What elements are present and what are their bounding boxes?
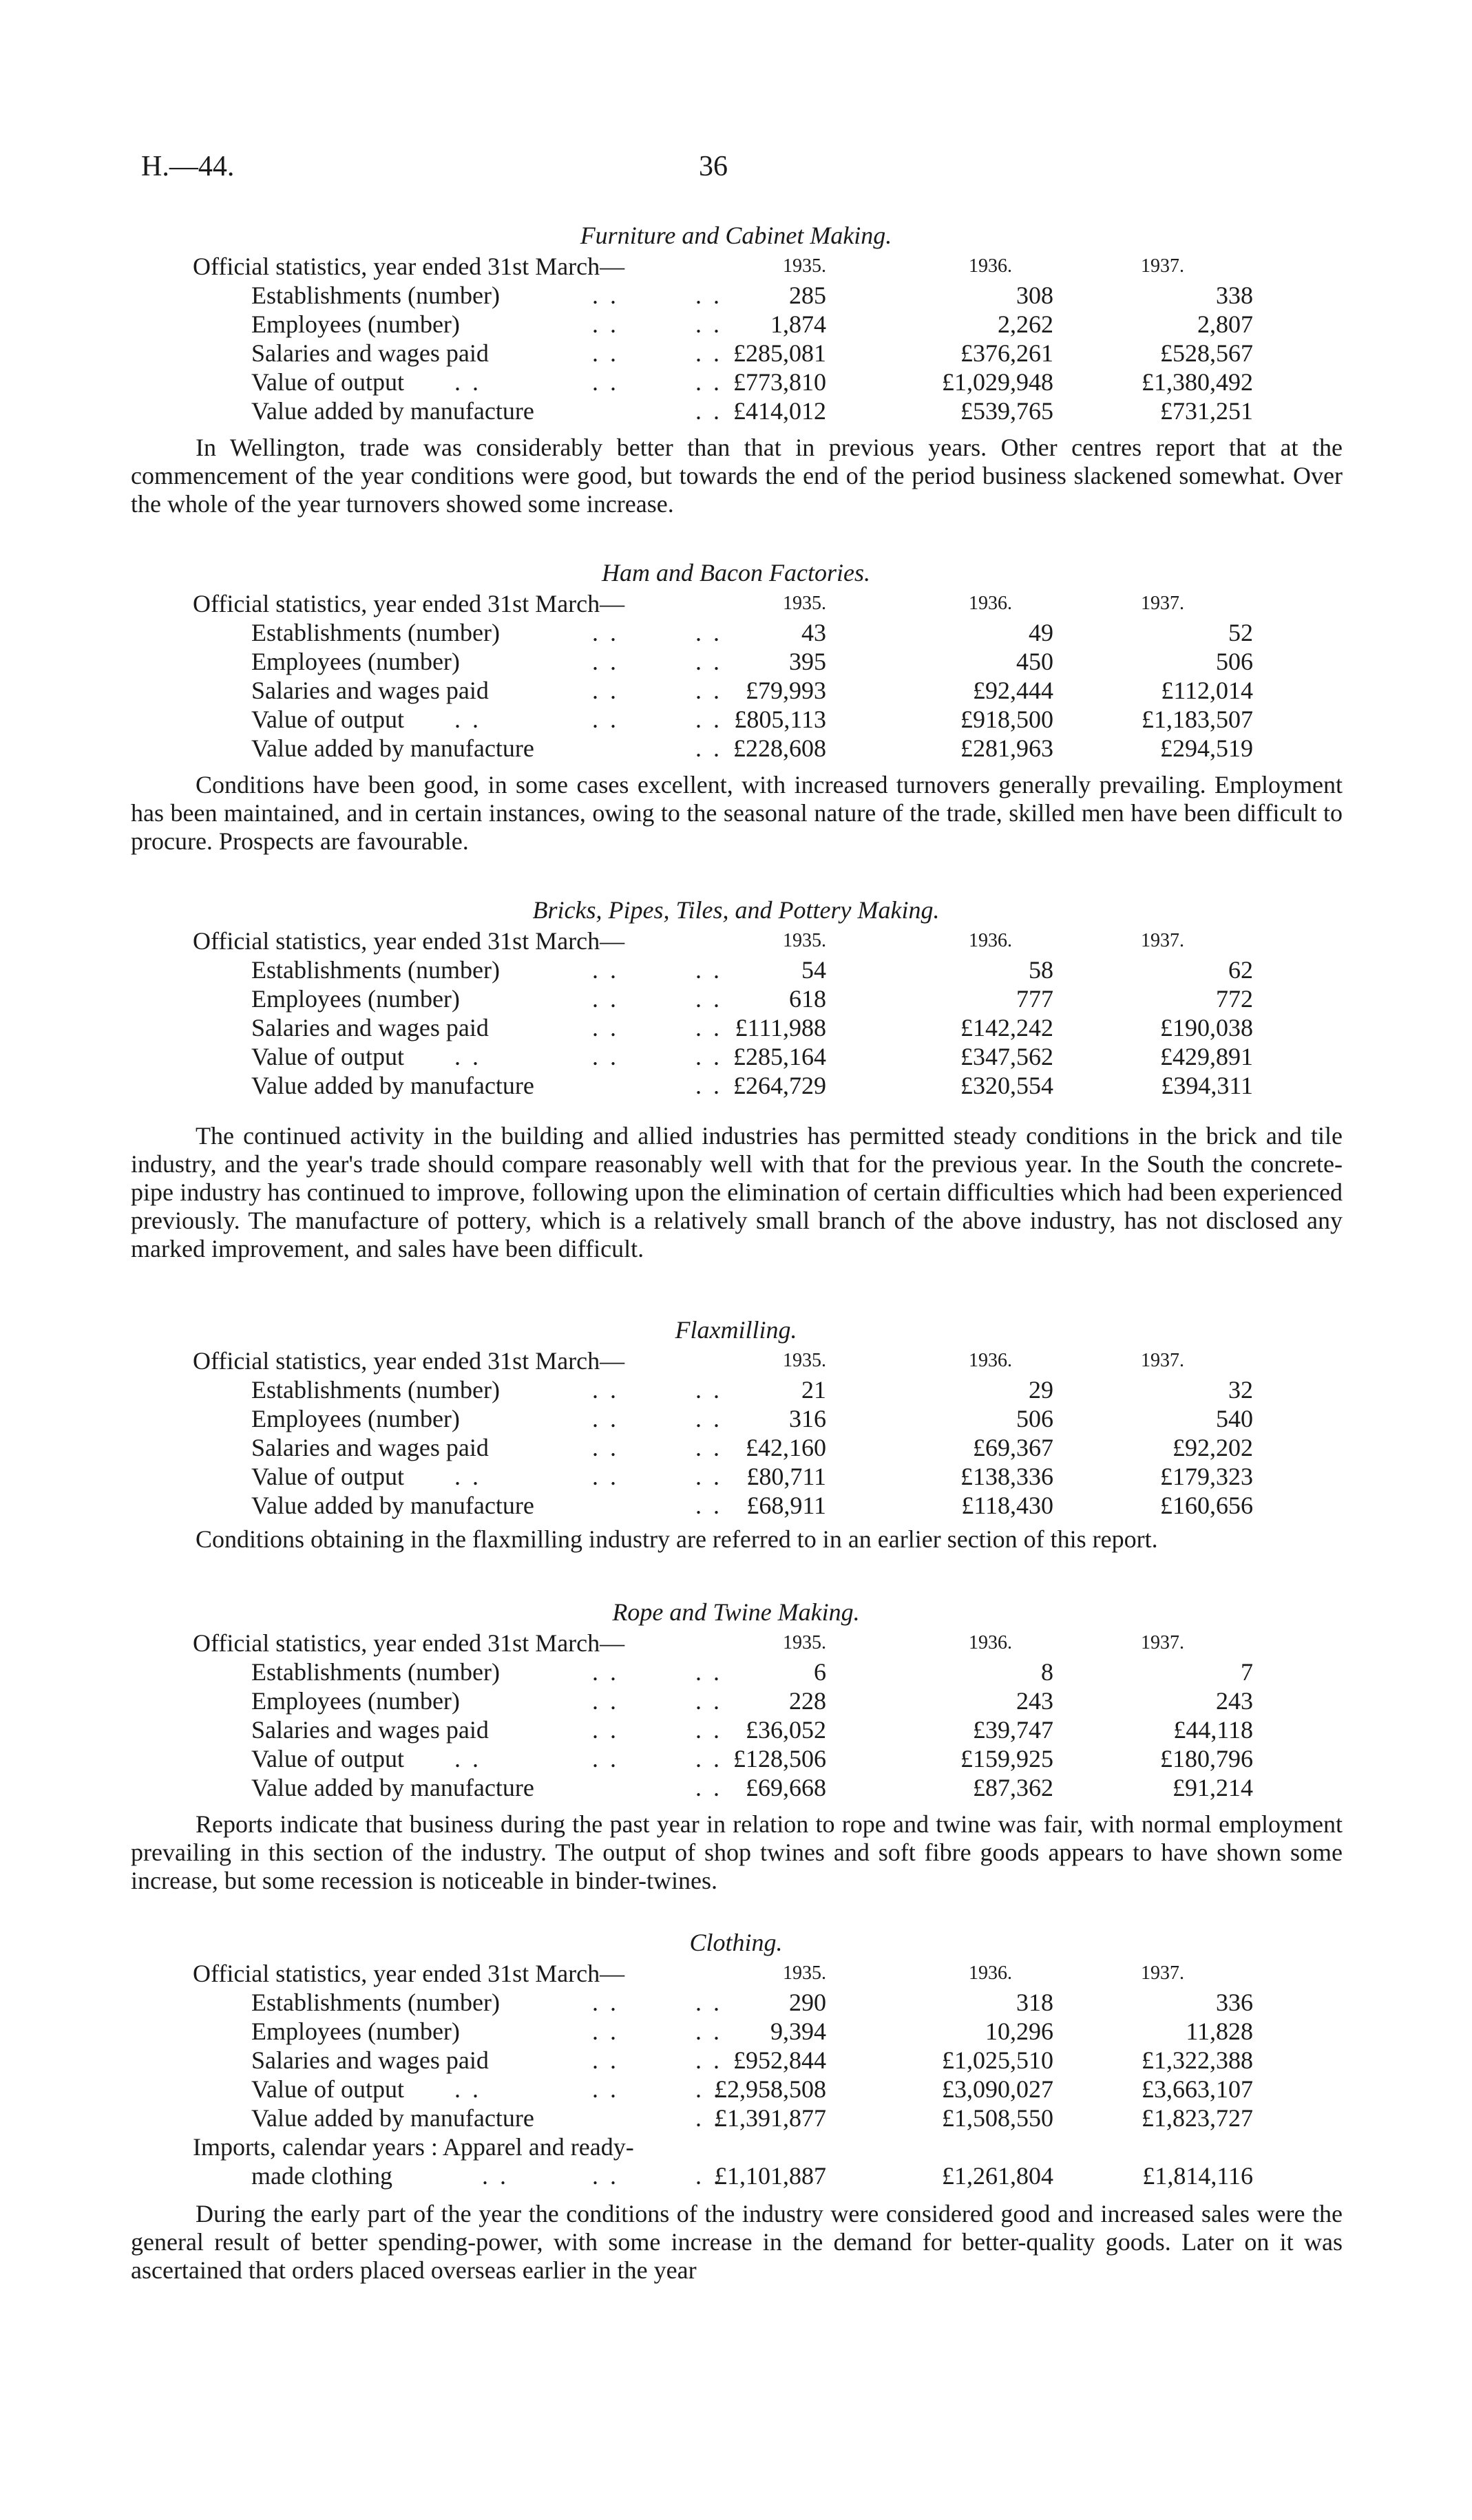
leader-dots: . . [695,1463,722,1490]
leader-dots: . . [592,310,619,338]
leader-dots: . . [695,2046,722,2074]
value-1935: £285,081 [733,339,826,367]
year-1936: 1936. [969,255,1012,277]
leader-dots: . . [592,1463,619,1490]
value-1935: £1,101,887 [715,2162,826,2190]
row-label: Employees (number) [251,648,460,675]
leader-dots: . . [695,1716,722,1744]
table-row [0,647,1472,676]
leader-dots: . . [592,2018,619,2045]
value-1937: £160,656 [1160,1492,1253,1519]
year-1935: 1935. [783,1632,826,1653]
leader-dots: . . [592,1043,619,1070]
value-1936: £1,029,948 [942,368,1053,396]
imports-sublabel: made clothing [251,2162,392,2190]
stats-intro-label: Official statistics, year ended 31st March— [193,253,625,280]
leader-dots: . . [592,1716,619,1744]
leader-dots: . . [592,677,619,704]
value-1936: £1,025,510 [942,2046,1053,2074]
value-1937: 338 [1216,282,1253,309]
year-1936: 1936. [969,593,1012,614]
value-1937: £112,014 [1161,677,1253,704]
section-paragraph: The continued activity in the building and allied industries has permitted steady conditions in the brick and tile industry, and the year's trade should compare reasonably well with that for the previous year. In the South the concrete-pipe industry has continued to improve, following upon the elimination of certain difficulties which had been experienced previously. The manufacture of pottery, which is a relatively small branch of the above industry, has not disclosed any marked improvement, and sales have been difficult. [131,1122,1343,1262]
stats-intro-row [0,927,1472,955]
table-row [0,1988,1472,2017]
row-label: Salaries and wages paid [251,677,489,704]
value-1936: £376,261 [960,339,1053,367]
leader-dots: . . [695,1687,722,1715]
row-label: Value added by manufacture [251,2104,534,2132]
table-row [0,734,1472,763]
value-1935: £952,844 [733,2046,826,2074]
year-1935: 1935. [783,255,826,277]
year-1937: 1937. [1141,1632,1184,1653]
value-1935: 9,394 [770,2018,826,2045]
value-1935: £36,052 [746,1716,826,1744]
value-1937: £1,823,727 [1142,2104,1253,2132]
value-1936: 243 [1016,1687,1053,1715]
value-1937: £528,567 [1160,339,1253,367]
value-1937: 7 [1241,1658,1253,1686]
value-1936: £87,362 [973,1774,1053,1801]
value-1935: £128,506 [733,1745,826,1772]
row-label: Value added by manufacture [251,734,534,762]
row-label: Value of output [251,368,404,396]
leader-dots: . . [695,1014,722,1041]
value-1936: £3,090,027 [942,2075,1053,2103]
value-1935: £285,164 [733,1043,826,1070]
leader-dots: . . [695,1405,722,1432]
leader-dots: . . [592,1989,619,2016]
value-1937: 772 [1216,985,1253,1013]
page-number: 36 [699,151,728,182]
stats-intro-label: Official statistics, year ended 31st March— [193,1347,625,1375]
leader-dots: . . [454,1745,481,1772]
leader-dots: . . [592,1376,619,1404]
leader-dots: . . [454,1043,481,1070]
value-1935: £2,958,508 [715,2075,826,2103]
leader-dots: . . [695,619,722,646]
leader-dots: . . [592,619,619,646]
row-label: Salaries and wages paid [251,1434,489,1461]
leader-dots: . . [454,1463,481,1490]
row-label: Employees (number) [251,985,460,1013]
value-1937: £1,183,507 [1142,706,1253,733]
value-1935: 43 [801,619,826,646]
stats-intro-label: Official statistics, year ended 31st March— [193,590,625,617]
value-1937: £1,380,492 [1142,368,1253,396]
value-1935: £68,911 [746,1492,826,1519]
value-1936: 308 [1016,282,1053,309]
section-title: Rope and Twine Making. [612,1598,860,1626]
value-1935: 6 [814,1658,826,1686]
section-paragraph: During the early part of the year the conditions of the industry were considered good and increased sales were the general result of better spending-power, with some increase in the demand for better-quality goods. Later on it was ascertained that orders placed overseas earlier in the year [131,2200,1343,2284]
table-row [0,1042,1472,1071]
table-row [0,2075,1472,2104]
value-1936: £320,554 [960,1072,1053,1099]
leader-dots: . . [695,1745,722,1772]
value-1936: £1,508,550 [942,2104,1053,2132]
row-label: Value of output [251,1463,404,1490]
section-title: Ham and Bacon Factories. [602,559,870,586]
value-1937: 32 [1228,1376,1253,1404]
leader-dots: . . [592,1687,619,1715]
table-row [0,281,1472,310]
section-paragraph: Conditions have been good, in some cases excellent, with increased turnovers generally prevailing. Employment has been maintained, and in certain instances, owing to the seasonal nature of the trade, skilled men have been difficult to procure. Prospects are favourable. [131,771,1343,855]
leader-dots: . . [592,2046,619,2074]
value-1935: 54 [801,956,826,984]
value-1937: 62 [1228,956,1253,984]
leader-dots: . . [592,368,619,396]
row-label: Value of output [251,2075,404,2103]
leader-dots: . . [695,956,722,984]
row-label: Employees (number) [251,1405,460,1432]
leader-dots: . . [592,339,619,367]
table-row [0,955,1472,984]
document-reference: H.—44. [141,151,235,182]
stats-intro-label: Official statistics, year ended 31st March— [193,1629,625,1657]
table-row [0,984,1472,1013]
leader-dots: . . [695,1376,722,1404]
value-1935: £773,810 [733,368,826,396]
row-label: Value added by manufacture [251,1072,534,1099]
leader-dots: . . [695,339,722,367]
year-1935: 1935. [783,1962,826,1984]
leader-dots: . . [592,2162,619,2190]
value-1935: 316 [789,1405,826,1432]
table-row [0,1071,1472,1100]
table-row [0,1715,1472,1744]
section-paragraph: In Wellington, trade was considerably better than that in previous years. Other centres report that at the commencement of the year conditions were good, but towards the end of the period business slackened somewhat. Over the whole of the year turnovers showed some increase. [131,434,1343,518]
stats-intro-row [0,1959,1472,1988]
table-row [0,1491,1472,1520]
leader-dots: . . [592,956,619,984]
imports-row-heading [0,2132,1472,2161]
leader-dots: . . [695,1989,722,2016]
row-label: Establishments (number) [251,1658,500,1686]
row-label: Salaries and wages paid [251,1716,489,1744]
value-1937: 11,828 [1186,2018,1253,2045]
value-1935: £80,711 [746,1463,826,1490]
value-1935: £69,668 [746,1774,826,1801]
row-label: Establishments (number) [251,1376,500,1404]
section-title: Clothing. [689,1929,783,1956]
row-label: Establishments (number) [251,619,500,646]
value-1937: £394,311 [1161,1072,1253,1099]
leader-dots: . . [454,368,481,396]
leader-dots: . . [695,2018,722,2045]
leader-dots: . . [482,2162,509,2190]
value-1935: £111,988 [735,1014,826,1041]
value-1937: £294,519 [1160,734,1253,762]
stats-intro-row [0,252,1472,281]
value-1935: £42,160 [746,1434,826,1461]
table-row [0,1404,1472,1433]
leader-dots: . . [592,282,619,309]
year-1936: 1936. [969,1350,1012,1371]
section-title: Furniture and Cabinet Making. [580,222,892,249]
value-1935: 285 [789,282,826,309]
table-row [0,1375,1472,1404]
stats-intro-label: Official statistics, year ended 31st March— [193,927,625,955]
value-1937: £429,891 [1160,1043,1253,1070]
leader-dots: . . [592,706,619,733]
value-1936: 318 [1016,1989,1053,2016]
table-row [0,1686,1472,1715]
value-1937: £1,814,116 [1142,2162,1253,2190]
table-row [0,1658,1472,1686]
value-1936: 506 [1016,1405,1053,1432]
row-label: Salaries and wages paid [251,339,489,367]
leader-dots: . . [695,677,722,704]
stats-intro-row [0,1346,1472,1375]
year-1937: 1937. [1141,1350,1184,1371]
year-1936: 1936. [969,930,1012,951]
leader-dots: . . [592,1745,619,1772]
leader-dots: . . [695,1774,722,1801]
page-header [0,150,1472,191]
value-1935: £264,729 [733,1072,826,1099]
table-row [0,1433,1472,1462]
value-1937: £190,038 [1160,1014,1253,1041]
year-1937: 1937. [1141,1962,1184,1984]
value-1937: £3,663,107 [1142,2075,1253,2103]
section-title: Flaxmilling. [675,1316,797,1344]
value-1937: £44,118 [1173,1716,1253,1744]
imports-label: Imports, calendar years : Apparel and ready- [193,2133,634,2161]
year-1936: 1936. [969,1632,1012,1653]
year-1937: 1937. [1141,593,1184,614]
row-label: Employees (number) [251,1687,460,1715]
value-1935: £414,012 [733,397,826,425]
leader-dots: . . [592,2075,619,2103]
leader-dots: . . [592,1014,619,1041]
leader-dots: . . [695,397,722,425]
value-1937: 506 [1216,648,1253,675]
value-1936: 777 [1016,985,1053,1013]
leader-dots: . . [695,706,722,733]
leader-dots: . . [695,2104,722,2132]
value-1937: £180,796 [1160,1745,1253,1772]
value-1936: 8 [1041,1658,1053,1686]
value-1936: 450 [1016,648,1053,675]
value-1935: £228,608 [733,734,826,762]
value-1937: £731,251 [1160,397,1253,425]
table-row [0,2046,1472,2075]
year-1935: 1935. [783,1350,826,1371]
row-label: Establishments (number) [251,956,500,984]
table-row [0,1744,1472,1773]
row-label: Value added by manufacture [251,1774,534,1801]
row-label: Establishments (number) [251,1989,500,2016]
table-row [0,676,1472,705]
value-1935: 290 [789,1989,826,2016]
year-1937: 1937. [1141,930,1184,951]
value-1937: 52 [1228,619,1253,646]
value-1936: £918,500 [960,706,1053,733]
value-1937: £91,214 [1173,1774,1253,1801]
value-1935: 21 [801,1376,826,1404]
year-1935: 1935. [783,593,826,614]
value-1936: 29 [1029,1376,1053,1404]
table-row [0,2104,1472,2132]
section-title: Bricks, Pipes, Tiles, and Pottery Making. [532,896,940,924]
value-1936: £281,963 [960,734,1053,762]
leader-dots: . . [695,2075,722,2103]
row-label: Establishments (number) [251,282,500,309]
value-1937: 336 [1216,1989,1253,2016]
leader-dots: . . [695,310,722,338]
imports-row [0,2161,1472,2190]
value-1935: 1,874 [770,310,826,338]
table-row [0,396,1472,425]
value-1936: 10,296 [985,2018,1053,2045]
table-row [0,705,1472,734]
stats-intro-row [0,1629,1472,1658]
row-label: Salaries and wages paid [251,2046,489,2074]
value-1935: 395 [789,648,826,675]
table-row [0,1013,1472,1042]
leader-dots: . . [592,1658,619,1686]
leader-dots: . . [695,1072,722,1099]
value-1936: £118,430 [961,1492,1053,1519]
leader-dots: . . [592,1405,619,1432]
table-row [0,2017,1472,2046]
leader-dots: . . [695,1658,722,1686]
table-row [0,368,1472,396]
value-1935: £79,993 [746,677,826,704]
value-1936: 2,262 [998,310,1053,338]
value-1936: 49 [1029,619,1053,646]
value-1937: £1,322,388 [1142,2046,1253,2074]
value-1936: £159,925 [960,1745,1053,1772]
leader-dots: . . [695,1043,722,1070]
value-1936: £69,367 [973,1434,1053,1461]
year-1935: 1935. [783,930,826,951]
value-1935: 228 [789,1687,826,1715]
row-label: Employees (number) [251,310,460,338]
value-1935: 618 [789,985,826,1013]
value-1937: £179,323 [1160,1463,1253,1490]
row-label: Employees (number) [251,2018,460,2045]
table-row [0,618,1472,647]
leader-dots: . . [695,1434,722,1461]
table-row [0,1462,1472,1491]
row-label: Value of output [251,1043,404,1070]
value-1936: £92,444 [973,677,1053,704]
leader-dots: . . [695,985,722,1013]
leader-dots: . . [592,1434,619,1461]
value-1935: £805,113 [734,706,826,733]
stats-intro-row [0,589,1472,618]
leader-dots: . . [695,2162,722,2190]
value-1936: £39,747 [973,1716,1053,1744]
value-1936: £142,242 [960,1014,1053,1041]
value-1936: 58 [1029,956,1053,984]
leader-dots: . . [592,648,619,675]
leader-dots: . . [695,368,722,396]
value-1936: £539,765 [960,397,1053,425]
table-row [0,1773,1472,1802]
value-1937: 243 [1216,1687,1253,1715]
value-1935: £1,391,877 [715,2104,826,2132]
leader-dots: . . [454,706,481,733]
year-1936: 1936. [969,1962,1012,1984]
leader-dots: . . [695,1492,722,1519]
value-1936: £1,261,804 [942,2162,1053,2190]
value-1937: 540 [1216,1405,1253,1432]
row-label: Salaries and wages paid [251,1014,489,1041]
stats-intro-label: Official statistics, year ended 31st March— [193,1960,625,1987]
value-1937: 2,807 [1197,310,1253,338]
row-label: Value of output [251,706,404,733]
value-1936: £138,336 [960,1463,1053,1490]
leader-dots: . . [695,282,722,309]
row-label: Value added by manufacture [251,1492,534,1519]
leader-dots: . . [592,985,619,1013]
value-1936: £347,562 [960,1043,1053,1070]
row-label: Value of output [251,1745,404,1772]
leader-dots: . . [695,734,722,762]
leader-dots: . . [695,648,722,675]
leader-dots: . . [454,2075,481,2103]
table-row [0,310,1472,339]
table-row [0,339,1472,368]
year-1937: 1937. [1141,255,1184,277]
section-paragraph: Reports indicate that business during the past year in relation to rope and twine was fair, with normal employment prevailing in this section of the industry. The output of shop twines and soft fibre goods appears to have shown some increase, but some recession is noticeable in binder-twines. [131,1810,1343,1894]
row-label: Value added by manufacture [251,397,534,425]
value-1937: £92,202 [1173,1434,1253,1461]
section-paragraph: Conditions obtaining in the flaxmilling industry are referred to in an earlier section of this report. [196,1525,1158,1553]
